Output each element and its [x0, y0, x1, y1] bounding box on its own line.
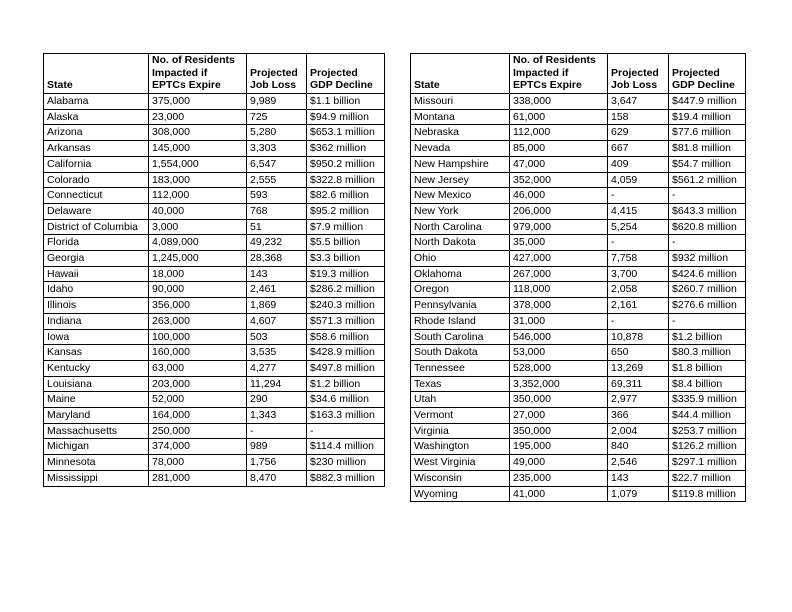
header-residents: No. of Residents Impacted if EPTCs Expire	[510, 54, 608, 94]
table-row	[411, 141, 746, 157]
state-cell: Rhode Island	[411, 313, 510, 329]
state-cell: Connecticut	[44, 188, 149, 204]
residents-cell: 308,000	[149, 125, 247, 141]
table-row	[411, 345, 746, 361]
state-cell: Maine	[44, 392, 149, 408]
job-loss-cell: 2,004	[608, 423, 669, 439]
job-loss-cell: 2,161	[608, 298, 669, 314]
table-row	[44, 156, 385, 172]
job-loss-cell: 3,535	[247, 345, 307, 361]
state-cell: Nevada	[411, 141, 510, 157]
state-cell: Indiana	[44, 313, 149, 329]
gdp-decline-cell: -	[669, 188, 746, 204]
job-loss-cell: 2,546	[608, 455, 669, 471]
residents-cell: 52,000	[149, 392, 247, 408]
gdp-decline-cell: $253.7 million	[669, 423, 746, 439]
job-loss-cell: 366	[608, 408, 669, 424]
state-cell: North Dakota	[411, 235, 510, 251]
table-row	[411, 329, 746, 345]
state-cell: Wyoming	[411, 486, 510, 502]
gdp-decline-cell: $424.6 million	[669, 266, 746, 282]
gdp-decline-cell: $80.3 million	[669, 345, 746, 361]
table-row	[44, 470, 385, 486]
state-cell: California	[44, 156, 149, 172]
job-loss-cell: 9,989	[247, 94, 307, 110]
table-row	[44, 172, 385, 188]
residents-cell: 350,000	[510, 423, 608, 439]
job-loss-cell: -	[608, 235, 669, 251]
job-loss-cell: 158	[608, 109, 669, 125]
residents-cell: 183,000	[149, 172, 247, 188]
residents-cell: 23,000	[149, 109, 247, 125]
residents-cell: 112,000	[510, 125, 608, 141]
state-cell: Nebraska	[411, 125, 510, 141]
job-loss-cell: 3,303	[247, 141, 307, 157]
residents-cell: 250,000	[149, 423, 247, 439]
gdp-decline-cell: $114.4 million	[307, 439, 385, 455]
state-cell: New York	[411, 203, 510, 219]
gdp-decline-cell: $362 million	[307, 141, 385, 157]
residents-cell: 528,000	[510, 360, 608, 376]
residents-cell: 53,000	[510, 345, 608, 361]
job-loss-cell: 650	[608, 345, 669, 361]
header-state: State	[44, 54, 149, 94]
table-row	[411, 203, 746, 219]
state-cell: Michigan	[44, 439, 149, 455]
gdp-decline-cell: $620.8 million	[669, 219, 746, 235]
job-loss-cell: 11,294	[247, 376, 307, 392]
header-job-loss: Projected Job Loss	[608, 54, 669, 94]
table-row	[44, 345, 385, 361]
job-loss-cell: 3,700	[608, 266, 669, 282]
gdp-decline-cell: $119.8 million	[669, 486, 746, 502]
residents-cell: 100,000	[149, 329, 247, 345]
table-row	[44, 235, 385, 251]
state-cell: Arkansas	[44, 141, 149, 157]
state-cell: Pennsylvania	[411, 298, 510, 314]
table-row	[411, 423, 746, 439]
gdp-decline-cell: $94.9 million	[307, 109, 385, 125]
state-cell: Washington	[411, 439, 510, 455]
gdp-decline-cell: $8.4 billion	[669, 376, 746, 392]
residents-cell: 85,000	[510, 141, 608, 157]
job-loss-cell: 28,368	[247, 251, 307, 267]
gdp-decline-cell: $643.3 million	[669, 203, 746, 219]
table-row	[411, 125, 746, 141]
gdp-decline-cell: $260.7 million	[669, 282, 746, 298]
state-cell: Maryland	[44, 408, 149, 424]
job-loss-cell: 7,758	[608, 251, 669, 267]
job-loss-cell: 69,311	[608, 376, 669, 392]
table-row	[411, 486, 746, 502]
state-cell: Alaska	[44, 109, 149, 125]
residents-cell: 61,000	[510, 109, 608, 125]
residents-cell: 31,000	[510, 313, 608, 329]
gdp-decline-cell: $3.3 billion	[307, 251, 385, 267]
job-loss-cell: 409	[608, 156, 669, 172]
table-row	[44, 125, 385, 141]
table-row	[44, 376, 385, 392]
job-loss-cell: 2,555	[247, 172, 307, 188]
residents-cell: 1,245,000	[149, 251, 247, 267]
gdp-decline-cell: $77.6 million	[669, 125, 746, 141]
state-cell: Missouri	[411, 94, 510, 110]
table-row	[44, 94, 385, 110]
table-row	[411, 313, 746, 329]
table-row	[44, 251, 385, 267]
residents-cell: 374,000	[149, 439, 247, 455]
table-row	[411, 188, 746, 204]
gdp-decline-cell: $1.8 billion	[669, 360, 746, 376]
table-row	[44, 329, 385, 345]
residents-cell: 356,000	[149, 298, 247, 314]
gdp-decline-cell: $276.6 million	[669, 298, 746, 314]
job-loss-cell: 4,059	[608, 172, 669, 188]
table-row	[411, 455, 746, 471]
residents-cell: 78,000	[149, 455, 247, 471]
residents-cell: 4,089,000	[149, 235, 247, 251]
residents-cell: 263,000	[149, 313, 247, 329]
table-row	[44, 408, 385, 424]
residents-cell: 164,000	[149, 408, 247, 424]
header-row	[44, 54, 385, 94]
gdp-decline-cell: $34.6 million	[307, 392, 385, 408]
table-row	[411, 172, 746, 188]
table-row	[44, 141, 385, 157]
state-cell: District of Columbia	[44, 219, 149, 235]
gdp-decline-cell: $286.2 million	[307, 282, 385, 298]
state-cell: Tennessee	[411, 360, 510, 376]
gdp-decline-cell: $932 million	[669, 251, 746, 267]
residents-cell: 118,000	[510, 282, 608, 298]
gdp-decline-cell: $653.1 million	[307, 125, 385, 141]
state-cell: Oklahoma	[411, 266, 510, 282]
residents-cell: 267,000	[510, 266, 608, 282]
residents-cell: 206,000	[510, 203, 608, 219]
table-row	[411, 360, 746, 376]
state-cell: Illinois	[44, 298, 149, 314]
residents-cell: 375,000	[149, 94, 247, 110]
gdp-decline-cell: $95.2 million	[307, 203, 385, 219]
gdp-decline-cell: $126.2 million	[669, 439, 746, 455]
gdp-decline-cell: $163.3 million	[307, 408, 385, 424]
job-loss-cell: 10,878	[608, 329, 669, 345]
gdp-decline-cell: $428.9 million	[307, 345, 385, 361]
state-cell: Arizona	[44, 125, 149, 141]
state-cell: Minnesota	[44, 455, 149, 471]
gdp-decline-cell: $447.9 million	[669, 94, 746, 110]
residents-cell: 41,000	[510, 486, 608, 502]
residents-cell: 160,000	[149, 345, 247, 361]
gdp-decline-cell: $230 million	[307, 455, 385, 471]
state-cell: Colorado	[44, 172, 149, 188]
left-state-table	[43, 53, 385, 487]
residents-cell: 47,000	[510, 156, 608, 172]
table-row	[411, 298, 746, 314]
table-row	[44, 266, 385, 282]
right-state-table	[410, 53, 746, 502]
gdp-decline-cell: $497.8 million	[307, 360, 385, 376]
job-loss-cell: 5,280	[247, 125, 307, 141]
state-cell: Oregon	[411, 282, 510, 298]
state-cell: Idaho	[44, 282, 149, 298]
gdp-decline-cell: $335.9 million	[669, 392, 746, 408]
job-loss-cell: 13,269	[608, 360, 669, 376]
state-cell: Georgia	[44, 251, 149, 267]
job-loss-cell: 143	[247, 266, 307, 282]
gdp-decline-cell: $81.8 million	[669, 141, 746, 157]
gdp-decline-cell: -	[307, 423, 385, 439]
state-cell: North Carolina	[411, 219, 510, 235]
job-loss-cell: 840	[608, 439, 669, 455]
table-row	[411, 251, 746, 267]
header-row	[411, 54, 746, 94]
state-cell: New Mexico	[411, 188, 510, 204]
residents-cell: 352,000	[510, 172, 608, 188]
residents-cell: 546,000	[510, 329, 608, 345]
residents-cell: 350,000	[510, 392, 608, 408]
residents-cell: 979,000	[510, 219, 608, 235]
residents-cell: 27,000	[510, 408, 608, 424]
gdp-decline-cell: $1.2 billion	[669, 329, 746, 345]
state-cell: Iowa	[44, 329, 149, 345]
job-loss-cell: 503	[247, 329, 307, 345]
state-cell: Ohio	[411, 251, 510, 267]
job-loss-cell: 6,547	[247, 156, 307, 172]
table-row	[44, 282, 385, 298]
gdp-decline-cell: $1.2 billion	[307, 376, 385, 392]
gdp-decline-cell: $1.1 billion	[307, 94, 385, 110]
table-row	[411, 392, 746, 408]
state-cell: Louisiana	[44, 376, 149, 392]
residents-cell: 46,000	[510, 188, 608, 204]
state-cell: Alabama	[44, 94, 149, 110]
header-gdp-decline: Projected GDP Decline	[307, 54, 385, 94]
state-cell: Florida	[44, 235, 149, 251]
job-loss-cell: 51	[247, 219, 307, 235]
gdp-decline-cell: $571.3 million	[307, 313, 385, 329]
gdp-decline-cell: $22.7 million	[669, 470, 746, 486]
state-cell: Wisconsin	[411, 470, 510, 486]
header-residents: No. of Residents Impacted if EPTCs Expire	[149, 54, 247, 94]
gdp-decline-cell: $297.1 million	[669, 455, 746, 471]
job-loss-cell: -	[608, 313, 669, 329]
residents-cell: 3,000	[149, 219, 247, 235]
table-row	[411, 109, 746, 125]
header-gdp-decline: Projected GDP Decline	[669, 54, 746, 94]
table-row	[411, 470, 746, 486]
job-loss-cell: 4,277	[247, 360, 307, 376]
gdp-decline-cell: -	[669, 313, 746, 329]
job-loss-cell: 290	[247, 392, 307, 408]
state-cell: Kentucky	[44, 360, 149, 376]
job-loss-cell: -	[608, 188, 669, 204]
job-loss-cell: 4,607	[247, 313, 307, 329]
state-cell: Vermont	[411, 408, 510, 424]
residents-cell: 145,000	[149, 141, 247, 157]
table-row	[44, 298, 385, 314]
gdp-decline-cell: $322.8 million	[307, 172, 385, 188]
gdp-decline-cell: $54.7 million	[669, 156, 746, 172]
state-cell: South Carolina	[411, 329, 510, 345]
job-loss-cell: 629	[608, 125, 669, 141]
gdp-decline-cell: $7.9 million	[307, 219, 385, 235]
job-loss-cell: 5,254	[608, 219, 669, 235]
state-cell: Utah	[411, 392, 510, 408]
state-cell: Virginia	[411, 423, 510, 439]
residents-cell: 235,000	[510, 470, 608, 486]
residents-cell: 18,000	[149, 266, 247, 282]
residents-cell: 63,000	[149, 360, 247, 376]
state-cell: Massachusetts	[44, 423, 149, 439]
table-row	[411, 94, 746, 110]
state-cell: West Virginia	[411, 455, 510, 471]
residents-cell: 378,000	[510, 298, 608, 314]
header-state: State	[411, 54, 510, 94]
job-loss-cell: 2,461	[247, 282, 307, 298]
residents-cell: 427,000	[510, 251, 608, 267]
table-row	[44, 423, 385, 439]
residents-cell: 338,000	[510, 94, 608, 110]
residents-cell: 195,000	[510, 439, 608, 455]
residents-cell: 281,000	[149, 470, 247, 486]
residents-cell: 90,000	[149, 282, 247, 298]
residents-cell: 40,000	[149, 203, 247, 219]
gdp-decline-cell: $44.4 million	[669, 408, 746, 424]
job-loss-cell: 1,343	[247, 408, 307, 424]
table-row	[411, 235, 746, 251]
table-row	[411, 282, 746, 298]
gdp-decline-cell: $19.4 million	[669, 109, 746, 125]
residents-cell: 112,000	[149, 188, 247, 204]
job-loss-cell: 1,869	[247, 298, 307, 314]
residents-cell: 35,000	[510, 235, 608, 251]
residents-cell: 49,000	[510, 455, 608, 471]
table-row	[44, 439, 385, 455]
table-row	[411, 439, 746, 455]
residents-cell: 3,352,000	[510, 376, 608, 392]
table-row	[44, 313, 385, 329]
gdp-decline-cell: $882.3 million	[307, 470, 385, 486]
table-row	[44, 360, 385, 376]
table-row	[44, 203, 385, 219]
state-cell: New Hampshire	[411, 156, 510, 172]
job-loss-cell: 1,756	[247, 455, 307, 471]
gdp-decline-cell: $561.2 million	[669, 172, 746, 188]
state-cell: Mississippi	[44, 470, 149, 486]
table-row	[411, 156, 746, 172]
job-loss-cell: 2,058	[608, 282, 669, 298]
job-loss-cell: 4,415	[608, 203, 669, 219]
table-row	[44, 455, 385, 471]
table-row	[44, 109, 385, 125]
gdp-decline-cell: $82.6 million	[307, 188, 385, 204]
job-loss-cell: 1,079	[608, 486, 669, 502]
job-loss-cell: 593	[247, 188, 307, 204]
gdp-decline-cell: $19.3 million	[307, 266, 385, 282]
job-loss-cell: 8,470	[247, 470, 307, 486]
job-loss-cell: 667	[608, 141, 669, 157]
job-loss-cell: 989	[247, 439, 307, 455]
state-cell: New Jersey	[411, 172, 510, 188]
table-row	[44, 188, 385, 204]
job-loss-cell: 768	[247, 203, 307, 219]
job-loss-cell: 143	[608, 470, 669, 486]
job-loss-cell: 725	[247, 109, 307, 125]
gdp-decline-cell: $950.2 million	[307, 156, 385, 172]
state-cell: Delaware	[44, 203, 149, 219]
state-cell: Kansas	[44, 345, 149, 361]
job-loss-cell: -	[247, 423, 307, 439]
residents-cell: 1,554,000	[149, 156, 247, 172]
gdp-decline-cell: $240.3 million	[307, 298, 385, 314]
state-cell: South Dakota	[411, 345, 510, 361]
state-cell: Hawaii	[44, 266, 149, 282]
table-row	[411, 219, 746, 235]
table-row	[411, 408, 746, 424]
header-job-loss: Projected Job Loss	[247, 54, 307, 94]
job-loss-cell: 2,977	[608, 392, 669, 408]
table-row	[44, 219, 385, 235]
table-row	[44, 392, 385, 408]
gdp-decline-cell: $58.6 million	[307, 329, 385, 345]
job-loss-cell: 3,647	[608, 94, 669, 110]
residents-cell: 203,000	[149, 376, 247, 392]
state-cell: Montana	[411, 109, 510, 125]
gdp-decline-cell: -	[669, 235, 746, 251]
state-cell: Texas	[411, 376, 510, 392]
table-row	[411, 266, 746, 282]
job-loss-cell: 49,232	[247, 235, 307, 251]
gdp-decline-cell: $5.5 billion	[307, 235, 385, 251]
table-row	[411, 376, 746, 392]
